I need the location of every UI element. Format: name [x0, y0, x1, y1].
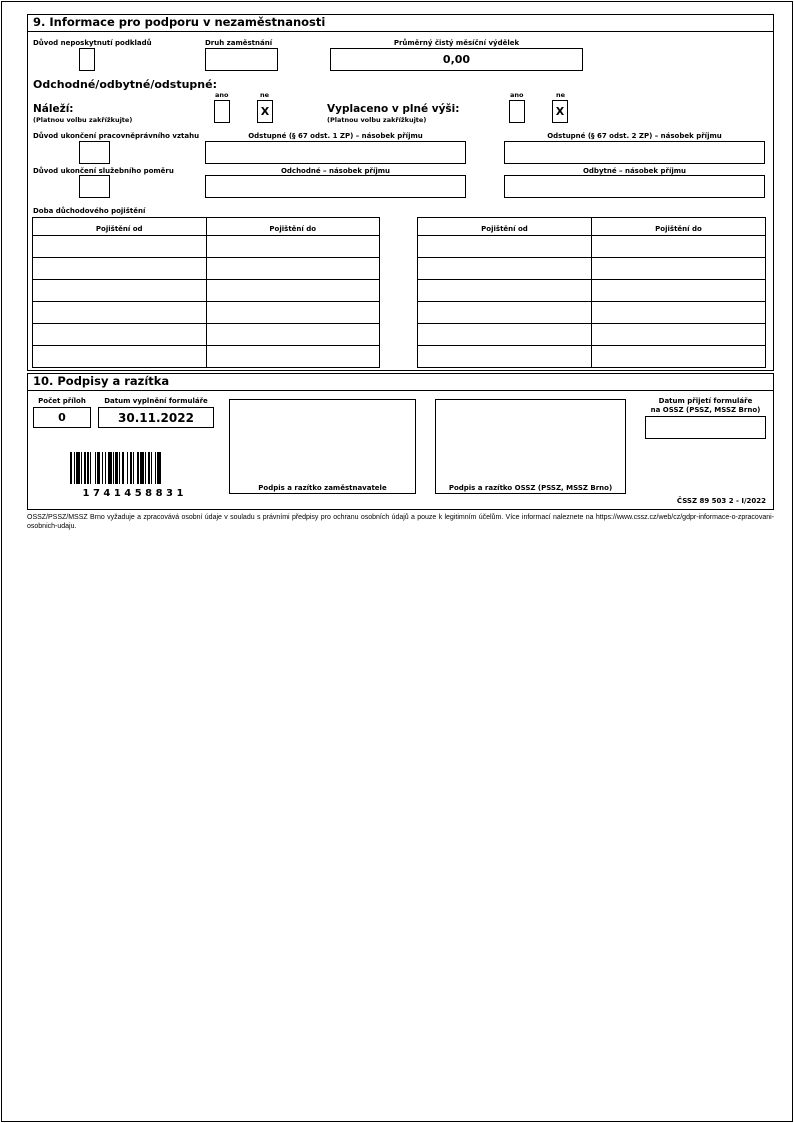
entitled-hint: (Platnou volbu zakřížkujte)	[33, 116, 133, 124]
entitled-no-label: ne	[260, 91, 270, 99]
employment-type-field[interactable]	[205, 48, 278, 71]
insurance-from-cell[interactable]	[33, 280, 207, 302]
section-10-title: 10. Podpisy a razítka	[33, 374, 170, 388]
termination-reason-service-label: Důvod ukončení služebního poměru	[33, 167, 174, 175]
insurance-from-cell[interactable]	[33, 236, 207, 258]
fill-date-field[interactable]: 30.11.2022	[98, 407, 214, 428]
insurance-to-cell[interactable]	[592, 236, 766, 258]
insurance-from-cell[interactable]	[33, 324, 207, 346]
insurance-to-cell[interactable]	[592, 346, 766, 368]
pension-insurance-table-right	[417, 217, 766, 368]
insurance-to-cell[interactable]	[206, 302, 380, 324]
insurance-from-cell[interactable]	[33, 346, 207, 368]
attachments-label: Počet příloh	[38, 397, 86, 405]
severance-67-1-label: Odstupné (§ 67 odst. 1 ZP) – násobek příjmu	[248, 132, 423, 140]
table-row	[418, 324, 766, 346]
paid-full-no-checkbox[interactable]: X	[552, 100, 568, 123]
table-row	[33, 280, 380, 302]
insurance-from-cell[interactable]	[418, 324, 592, 346]
barcode-number: 1 7 4 1 4 5 8 8 3 1	[82, 488, 184, 499]
employer-signature-label: Podpis a razítko zaměstnavatele	[258, 484, 387, 492]
table-row	[33, 324, 380, 346]
table-row	[33, 346, 380, 368]
attachments-field[interactable]: 0	[33, 407, 91, 428]
paid-full-no-label: ne	[556, 91, 566, 99]
insurance-to-cell[interactable]	[592, 324, 766, 346]
section-10-title-rule	[27, 390, 774, 391]
insurance-to-cell[interactable]	[206, 258, 380, 280]
table-row	[33, 258, 380, 280]
severance-67-2-label: Odstupné (§ 67 odst. 2 ZP) – násobek příjmu	[547, 132, 722, 140]
employer-signature-box[interactable]	[229, 399, 416, 494]
table-row	[418, 346, 766, 368]
termination-reason-employment-label: Důvod ukončení pracovněprávního vztahu	[33, 132, 200, 140]
table-row	[418, 302, 766, 324]
insurance-to-cell[interactable]	[592, 302, 766, 324]
received-date-field[interactable]	[645, 416, 766, 439]
insurance-from-cell[interactable]	[418, 236, 592, 258]
ossz-signature-label: Podpis a razítko OSSZ (PSSZ, MSSZ Brno)	[448, 484, 613, 492]
insurance-to-cell[interactable]	[206, 236, 380, 258]
insurance-from-cell[interactable]	[418, 280, 592, 302]
table-row	[33, 236, 380, 258]
avg-earnings-field[interactable]: 0,00	[330, 48, 583, 71]
insurance-to-header: Pojištění do	[592, 218, 766, 236]
form-code: ČSSZ 89 503 2 - I/2022	[676, 497, 766, 505]
barcode	[70, 452, 196, 484]
ossz-signature-box[interactable]	[435, 399, 626, 494]
barcode-bar	[161, 452, 163, 484]
paid-full-yes-label: ano	[510, 91, 524, 99]
settlement-pay-field[interactable]	[504, 175, 765, 198]
table-row	[33, 302, 380, 324]
privacy-footer-text: OSSZ/PSSZ/MSSZ Brno vyžaduje a zpracovává osobní údaje v souladu s právními předpisy pro ochranu osobních údajů a pouze k legitimním účelům. Více informací naleznete na https://www.cssz.cz/web/cz/gdpr-informace-o-zpracovani-osobnich-udaju.	[27, 514, 774, 530]
received-date-label-line2: na OSSZ (PSSZ, MSSZ Brno)	[650, 406, 761, 414]
reason-not-provided-field[interactable]	[79, 48, 95, 71]
insurance-to-cell[interactable]	[206, 346, 380, 368]
insurance-to-header: Pojištění do	[206, 218, 380, 236]
entitled-no-checkbox[interactable]: X	[257, 100, 273, 123]
settlement-pay-label: Odbytné – násobek příjmu	[582, 167, 687, 175]
severance-67-2-field[interactable]	[504, 141, 765, 164]
insurance-from-cell[interactable]	[418, 346, 592, 368]
retirement-pay-field[interactable]	[205, 175, 466, 198]
insurance-from-cell[interactable]	[418, 302, 592, 324]
termination-reason-employment-field[interactable]	[79, 141, 110, 164]
fill-date-label: Datum vyplnění formuláře	[104, 397, 208, 405]
retirement-pay-label: Odchodné – násobek příjmu	[280, 167, 391, 175]
paid-full-yes-checkbox[interactable]	[509, 100, 525, 123]
termination-reason-service-field[interactable]	[79, 175, 110, 198]
pension-insurance-table-left	[32, 217, 380, 368]
section-9-title: 9. Informace pro podporu v nezaměstnanosti	[33, 15, 326, 29]
avg-earnings-label: Průměrný čistý měsíční výdělek	[393, 39, 520, 47]
insurance-to-cell[interactable]	[592, 258, 766, 280]
insurance-to-cell[interactable]	[206, 280, 380, 302]
severance-67-1-field[interactable]	[205, 141, 466, 164]
table-row	[418, 236, 766, 258]
pension-insurance-label: Doba důchodového pojištění	[33, 207, 146, 215]
severance-heading: Odchodné/odbytné/odstupné:	[33, 78, 217, 91]
insurance-to-cell[interactable]	[592, 280, 766, 302]
reason-not-provided-label: Důvod neposkytnutí podkladů	[33, 39, 152, 47]
entitled-label: Náleží:	[33, 103, 74, 115]
section-9-title-rule	[27, 31, 774, 32]
insurance-from-cell[interactable]	[33, 258, 207, 280]
insurance-from-header: Pojištění od	[418, 218, 592, 236]
employment-type-label: Druh zaměstnání	[205, 39, 273, 47]
insurance-from-cell[interactable]	[33, 302, 207, 324]
entitled-yes-checkbox[interactable]	[214, 100, 230, 123]
received-date-label-line1: Datum přijetí formuláře	[658, 397, 753, 405]
insurance-from-header: Pojištění od	[33, 218, 207, 236]
paid-full-label: Vyplaceno v plné výši:	[327, 103, 460, 115]
paid-full-hint: (Platnou volbu zakřížkujte)	[327, 116, 427, 124]
table-row	[418, 280, 766, 302]
table-row	[418, 258, 766, 280]
entitled-yes-label: ano	[215, 91, 229, 99]
insurance-from-cell[interactable]	[418, 258, 592, 280]
insurance-to-cell[interactable]	[206, 324, 380, 346]
